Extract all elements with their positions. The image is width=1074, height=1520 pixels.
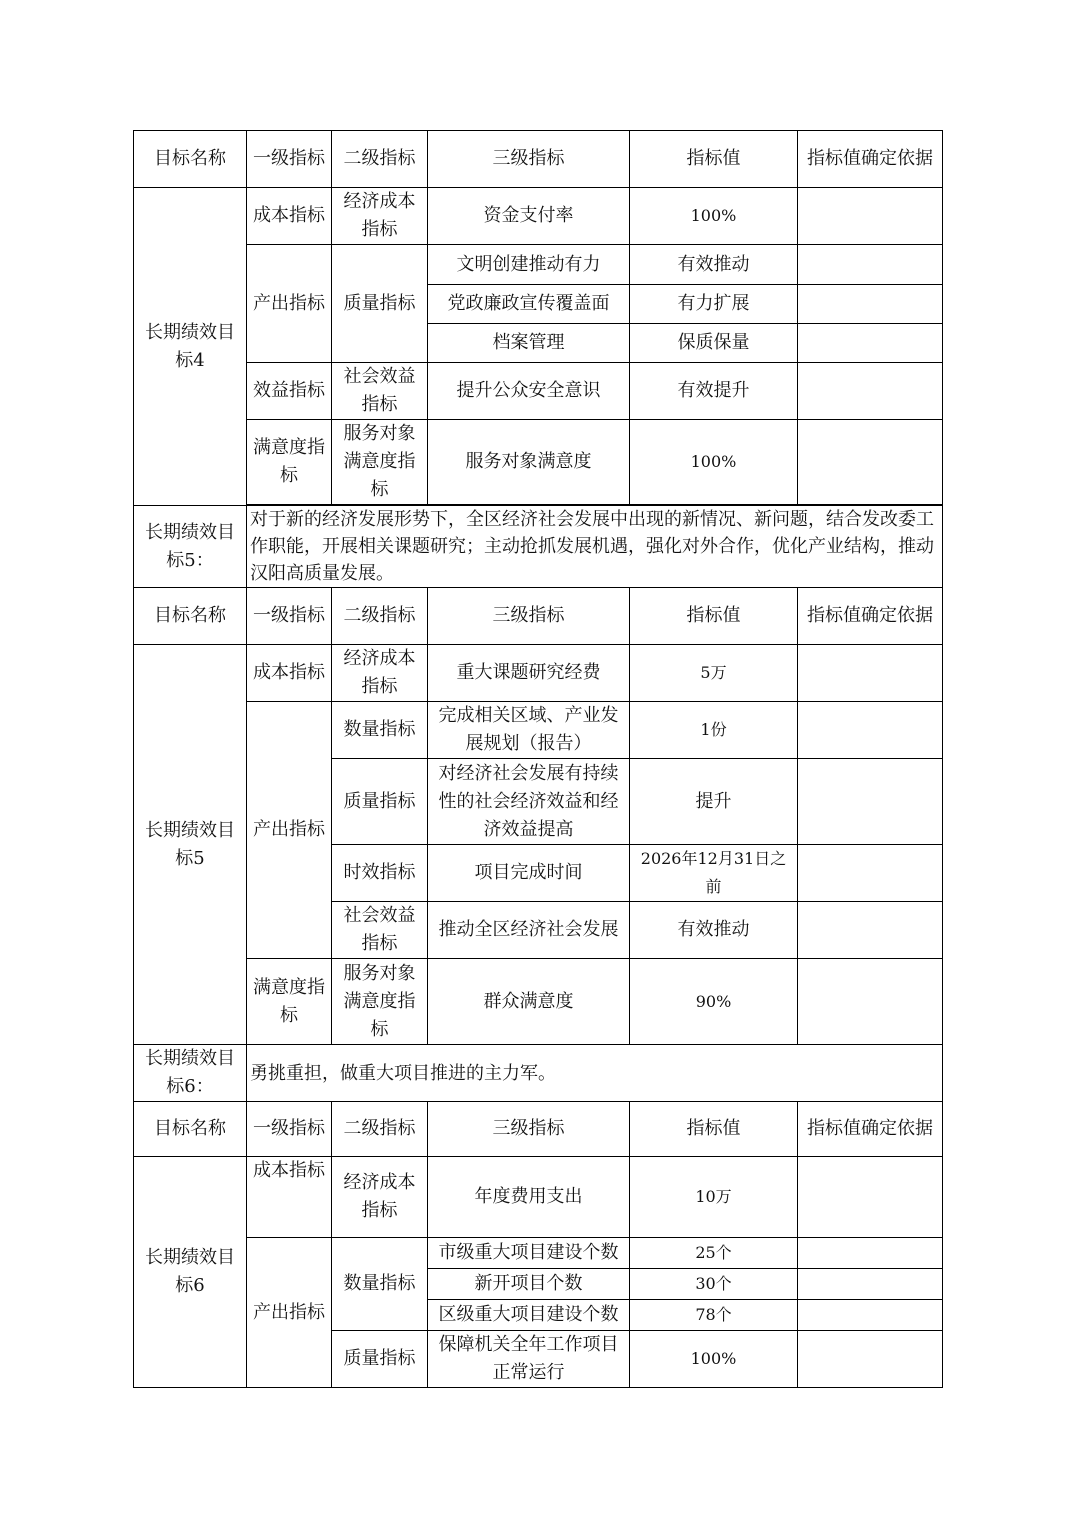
goal4-satisfaction-l1: 满意度指标 [247,420,332,505]
header-level3: 三级指标 [428,588,630,645]
goal4-cost-value: 100% [630,188,798,245]
table-row [134,959,943,1045]
goal4-output-value: 保质保量 [630,324,798,363]
header-level1: 一级指标 [247,1102,332,1157]
header-value: 指标值 [630,1102,798,1157]
header-level3: 三级指标 [428,1102,630,1157]
goal6-output-value: 78个 [630,1300,798,1331]
goal-description-row [134,1045,943,1102]
goal4-benefit-l2: 社会效益指标 [332,363,428,420]
goal-description-row [134,506,943,588]
basis-cell [798,702,943,759]
goal4-cost-l1: 成本指标 [247,188,332,245]
goal5-satisfaction-l1: 满意度指标 [247,959,332,1045]
basis-cell [798,645,943,702]
header-row [134,1102,943,1157]
goal6-quality-l3: 保障机关全年工作项目正常运行 [428,1331,630,1388]
goal4-output-l2: 质量指标 [332,245,428,363]
goal5-cost-l3: 重大课题研究经费 [428,645,630,702]
goal5-quality-l2: 质量指标 [332,759,428,845]
header-level3: 三级指标 [428,131,630,188]
goal5-social-l2: 社会效益指标 [332,902,428,959]
goal5-quantity-value: 1份 [630,702,798,759]
header-value: 指标值 [630,131,798,188]
header-row [134,588,943,645]
goal6-output-l1: 产出指标 [247,1238,332,1388]
goal4-cost-l2: 经济成本指标 [332,188,428,245]
table-row [134,702,943,759]
header-level1: 一级指标 [247,131,332,188]
header-goal-name: 目标名称 [134,1102,247,1157]
table-row [134,188,943,245]
goal4-output-l3: 党政廉政宣传覆盖面 [428,285,630,324]
goal6-output-value: 30个 [630,1269,798,1300]
basis-cell [798,902,943,959]
goal5-timeliness-value: 2026年12月31日之前 [630,845,798,902]
basis-cell [798,959,943,1045]
header-row [134,131,943,188]
goal4-satisfaction-value: 100% [630,420,798,505]
header-level2: 二级指标 [332,131,428,188]
goal6-label: 长期绩效目标6： [134,1045,247,1102]
header-goal-name: 目标名称 [134,588,247,645]
goal6-output-value: 25个 [630,1238,798,1269]
goal6-quality-value: 100% [630,1331,798,1388]
goal6-output-l2: 数量指标 [332,1238,428,1331]
basis-cell [798,420,943,505]
goal4-output-l1: 产出指标 [247,245,332,363]
header-value: 指标值 [630,588,798,645]
header-level1: 一级指标 [247,588,332,645]
basis-cell [798,1238,943,1269]
goal4-output-l3: 文明创建推动有力 [428,245,630,285]
goal6-cost-value: 10万 [630,1157,798,1238]
goal5-timeliness-l2: 时效指标 [332,845,428,902]
basis-cell [798,285,943,324]
basis-cell [798,324,943,363]
goal6-quality-l2: 质量指标 [332,1331,428,1388]
goal4-output-value: 有力扩展 [630,285,798,324]
goal6-cost-l2: 经济成本指标 [332,1157,428,1238]
header-basis: 指标值确定依据 [798,1102,943,1157]
table-row [134,420,943,505]
table-row [134,363,943,420]
performance-table [133,130,943,1388]
goal4-output-value: 有效推动 [630,245,798,285]
goal5-social-value: 有效推动 [630,902,798,959]
goal6-description: 勇挑重担，做重大项目推进的主力军。 [247,1045,943,1102]
goal5-satisfaction-l3: 群众满意度 [428,959,630,1045]
header-goal-name: 目标名称 [134,131,247,188]
goal4-name: 长期绩效目标4 [134,188,247,506]
basis-cell [798,845,943,902]
goal4-satisfaction-l3: 服务对象满意度 [428,420,630,505]
goal6-output-l3: 新开项目个数 [428,1269,630,1300]
header-level2: 二级指标 [332,588,428,645]
table-row [134,1157,943,1238]
goal5-quantity-l3: 完成相关区域、产业发展规划（报告） [428,702,630,759]
basis-cell [798,1300,943,1331]
basis-cell [798,245,943,285]
goal4-output-l3: 档案管理 [428,324,630,363]
header-level2: 二级指标 [332,1102,428,1157]
goal6-name: 长期绩效目标6 [134,1157,247,1388]
header-basis: 指标值确定依据 [798,131,943,188]
goal5-quality-value: 提升 [630,759,798,845]
goal6-output-l3: 区级重大项目建设个数 [428,1300,630,1331]
basis-cell [798,1331,943,1388]
basis-cell [798,1157,943,1238]
table-row [134,1238,943,1269]
goal5-quality-l3: 对经济社会发展有持续性的社会经济效益和经济效益提高 [428,759,630,845]
goal4-cost-l3: 资金支付率 [428,188,630,245]
basis-cell [798,188,943,245]
goal5-timeliness-l3: 项目完成时间 [428,845,630,902]
goal5-satisfaction-l2: 服务对象满意度指标 [332,959,428,1045]
goal4-benefit-l3: 提升公众安全意识 [428,363,630,420]
goal5-description: 对于新的经济发展形势下，全区经济社会发展中出现的新情况、新问题，结合发改委工作职能，开展相关课题研究；主动抢抓发展机遇，强化对外合作，优化产业结构，推动汉阳高质量发展。 [247,506,943,588]
basis-cell [798,363,943,420]
goal4-benefit-value: 有效提升 [630,363,798,420]
table-row [134,245,943,285]
goal6-cost-l1: 成本指标 [247,1157,332,1238]
goal6-output-l3: 市级重大项目建设个数 [428,1238,630,1269]
table-row [134,645,943,702]
header-basis: 指标值确定依据 [798,588,943,645]
goal5-satisfaction-value: 90% [630,959,798,1045]
goal5-name: 长期绩效目标5 [134,645,247,1045]
goal5-social-l3: 推动全区经济社会发展 [428,902,630,959]
goal5-quantity-l2: 数量指标 [332,702,428,759]
goal5-output-l1: 产出指标 [247,702,332,959]
goal4-benefit-l1: 效益指标 [247,363,332,420]
goal6-cost-l3: 年度费用支出 [428,1157,630,1238]
goal4-satisfaction-l2: 服务对象满意度指标 [332,420,428,505]
basis-cell [798,759,943,845]
goal5-cost-value: 5万 [630,645,798,702]
goal5-cost-l2: 经济成本指标 [332,645,428,702]
basis-cell [798,1269,943,1300]
goal5-cost-l1: 成本指标 [247,645,332,702]
goal5-label: 长期绩效目标5： [134,506,247,588]
